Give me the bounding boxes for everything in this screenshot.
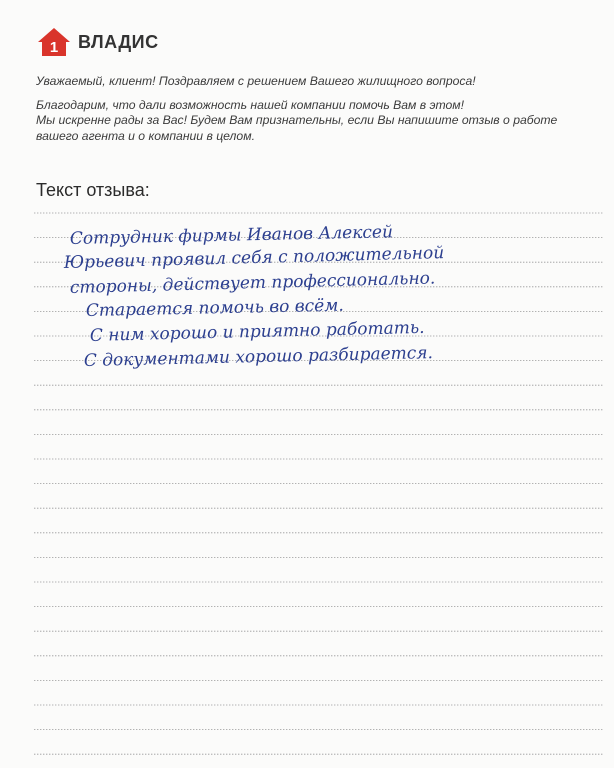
thanks-line: Мы искренне рады за Вас! Будем Вам признательны, если Вы напишите отзыв о работе: [36, 113, 558, 127]
handwritten-line: Старается помочь во всём.: [85, 295, 344, 321]
thanks-line: Благодарим, что дали возможность нашей компании помочь Вам в этом!: [36, 97, 465, 112]
handwritten-line: стороны, действует профессионально.: [69, 268, 436, 298]
handwritten-line: Сотрудник фирмы Иванов Алексей: [69, 222, 394, 249]
greeting-paragraph: Уважаемый, клиент! Поздравляем с решением Вашего жилищного вопроса!: [36, 74, 476, 88]
svg-text:1: 1: [49, 39, 59, 56]
review-title: Текст отзыва:: [36, 180, 150, 200]
handwritten-line: С ним хорошо и приятно работать.: [89, 317, 425, 346]
thanks-line: вашего агента и о компании в целом.: [36, 128, 255, 143]
handwritten-line: Юрьевич проявил себя с положительной: [63, 243, 445, 273]
logo-text: ВЛАДИС: [78, 31, 159, 52]
handwritten-line: С документами хорошо разбирается.: [83, 343, 434, 371]
